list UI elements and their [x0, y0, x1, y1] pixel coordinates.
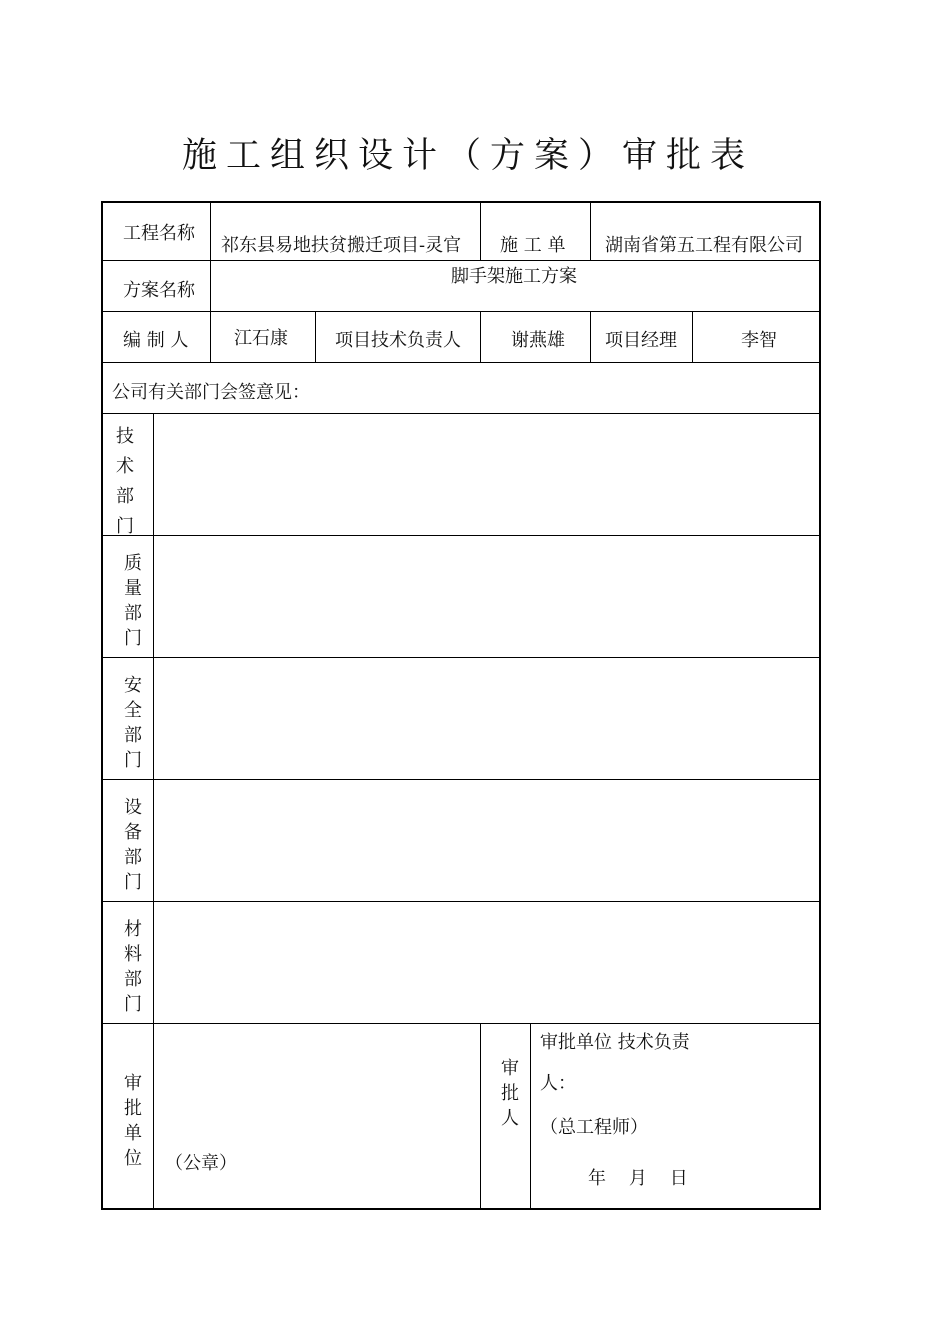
department-name-equipment: 设 备 部 门	[124, 797, 142, 893]
department-name-technical: 技 术 部 门	[116, 426, 134, 534]
approver-label: 审 批 人	[501, 1058, 519, 1129]
column-divider	[590, 203, 591, 260]
row-divider	[103, 1023, 819, 1024]
approval-unit-label: 审 批 单 位	[124, 1073, 142, 1169]
column-divider	[480, 203, 481, 260]
project-manager-value: 李智	[741, 330, 777, 351]
department-name-materials: 材 料 部 门	[124, 919, 142, 1015]
column-divider	[153, 413, 154, 1208]
approval-tech-lead-line1: 审批单位 技术负责	[540, 1032, 690, 1053]
row-divider	[103, 779, 819, 780]
row-divider	[103, 657, 819, 658]
column-divider	[480, 311, 481, 362]
author-value: 江石康	[234, 328, 288, 349]
row-divider	[103, 362, 819, 363]
plan-name-value: 脚手架施工方案	[451, 266, 577, 287]
plan-name-label: 方案名称	[123, 280, 195, 301]
row-divider	[103, 413, 819, 414]
column-divider	[210, 203, 211, 362]
department-name-quality: 质 量 部 门	[124, 553, 142, 649]
construction-unit-label: 施 工 单	[500, 235, 566, 256]
approval-date: 年 月 日	[588, 1168, 688, 1189]
column-divider	[692, 311, 693, 362]
tech-lead-value: 谢燕雄	[511, 330, 565, 351]
row-divider	[103, 901, 819, 902]
departments-header: 公司有关部门会签意见：	[112, 382, 310, 403]
page-title: 施工组织设计（方案）审批表	[181, 136, 754, 176]
approval-tech-lead-line2: 人：	[540, 1073, 576, 1094]
project-name-label: 工程名称	[123, 223, 195, 244]
tech-lead-label: 项目技术负责人	[335, 330, 461, 351]
column-divider	[590, 311, 591, 362]
company-seal-label: （公章）	[165, 1153, 237, 1174]
department-name-safety: 安 全 部 门	[124, 675, 142, 771]
project-manager-label: 项目经理	[605, 330, 677, 351]
chief-engineer-label: （总工程师）	[540, 1117, 648, 1138]
row-divider	[103, 535, 819, 536]
project-name-value: 祁东县易地扶贫搬迁项目-灵官	[221, 235, 462, 256]
construction-unit-value: 湖南省第五工程有限公司	[605, 235, 803, 256]
author-label: 编 制 人	[123, 330, 189, 351]
column-divider	[480, 1023, 481, 1208]
approval-form	[101, 201, 821, 1210]
column-divider	[530, 1023, 531, 1208]
column-divider	[315, 311, 316, 362]
